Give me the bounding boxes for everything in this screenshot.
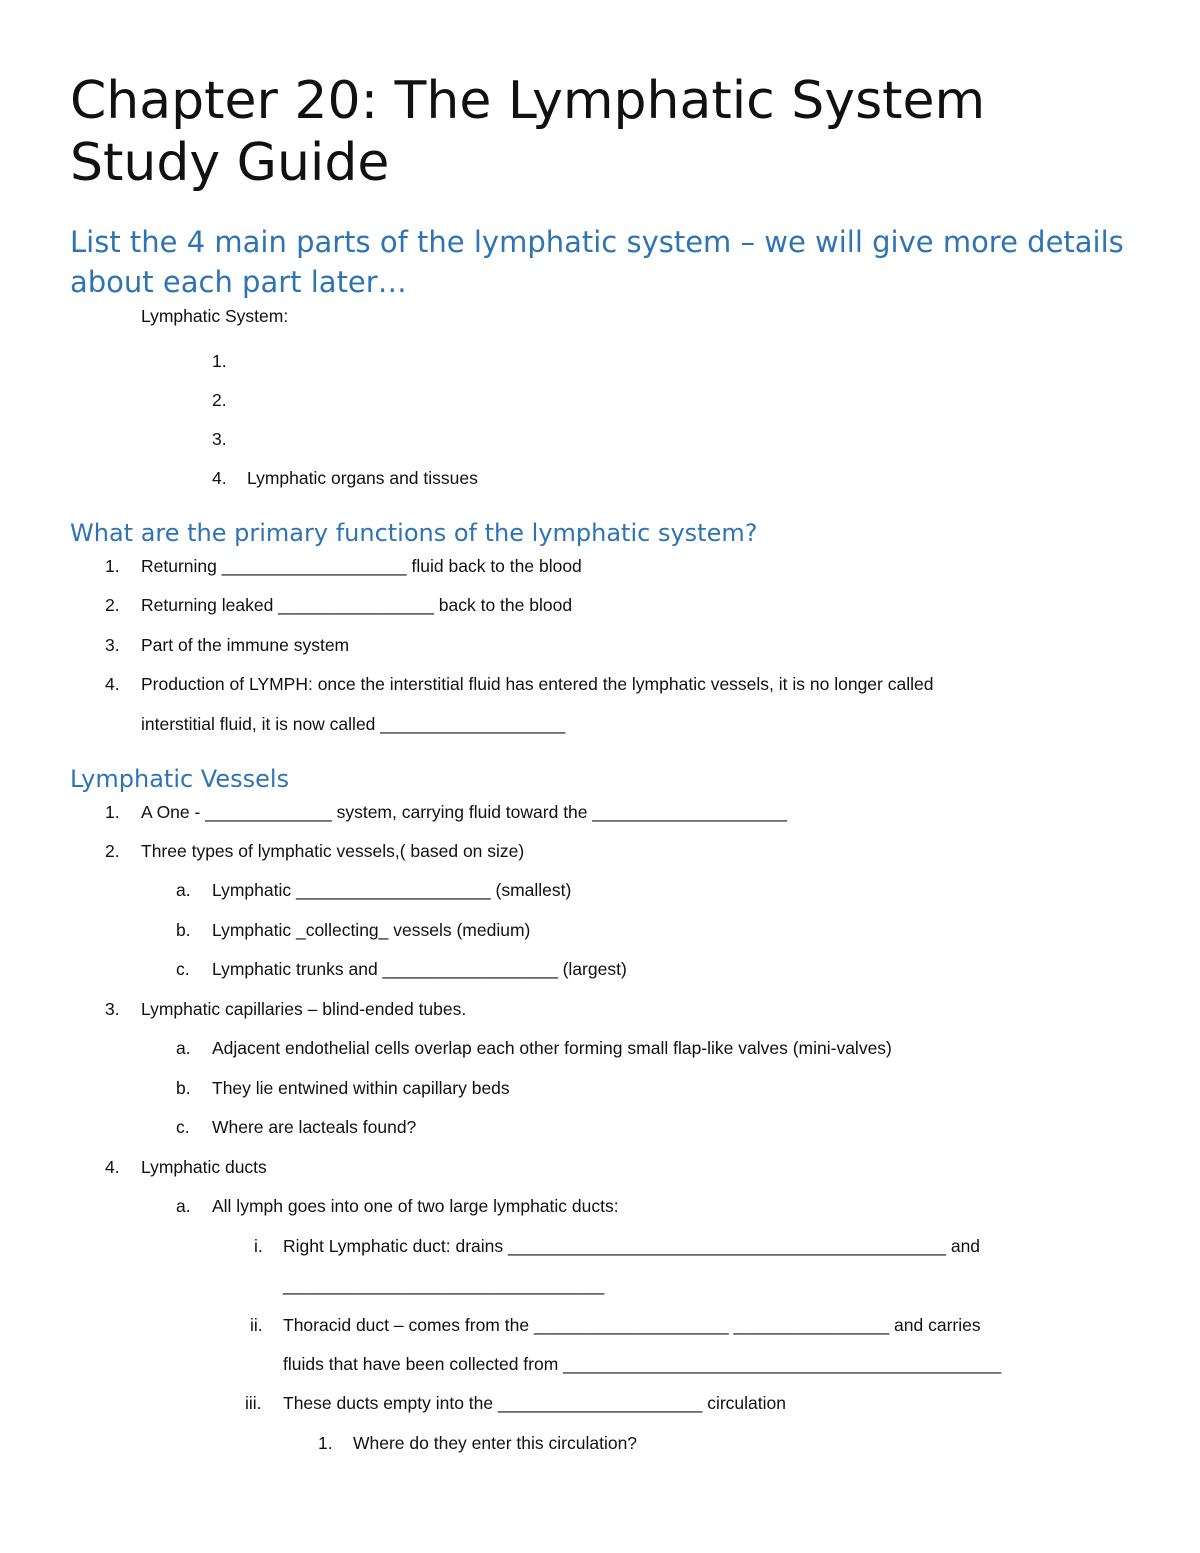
list-item-number: 4. <box>105 674 120 694</box>
list-item-text: Lymphatic capillaries – blind-ended tubes. <box>141 999 467 1019</box>
sub-item-letter: a. <box>176 880 191 900</box>
list-item-number: 2. <box>212 390 227 410</box>
sub-item-text: Adjacent endothelial cells overlap each other forming small flap-like valves (mini-valves) <box>212 1038 892 1058</box>
list-item-text: Lymphatic ducts <box>141 1157 267 1177</box>
sub-item-letter: a. <box>176 1038 191 1058</box>
sub-item-text: All lymph goes into one of two large lymphatic ducts: <box>212 1196 619 1216</box>
list-item-continuation: interstitial fluid, it is now called ___________________ <box>141 714 566 734</box>
list-item-number: 3. <box>105 999 120 1019</box>
sub-item-text: Where are lacteals found? <box>212 1117 417 1137</box>
lymphatic-system-label: Lymphatic System: <box>141 306 289 326</box>
list-item-number: 3. <box>212 429 227 449</box>
sub-item-letter: c. <box>176 959 190 979</box>
section-heading-functions: What are the primary functions of the lymphatic system? <box>70 519 758 547</box>
sub-item-text: Lymphatic trunks and __________________ (largest) <box>212 959 627 979</box>
roman-item-number: i. <box>254 1236 263 1256</box>
nested-item-text: Where do they enter this circulation? <box>353 1433 638 1453</box>
list-item-number: 4. <box>105 1157 120 1177</box>
sub-item-text: They lie entwined within capillary beds <box>212 1078 510 1098</box>
sub-item-letter: a. <box>176 1196 191 1216</box>
roman-item-text: Thoracid duct – comes from the ____________________ ________________ and carries <box>283 1315 981 1335</box>
list-item-number: 3. <box>105 635 120 655</box>
list-item-text: Part of the immune system <box>141 635 350 655</box>
page-title: Chapter 20: The Lymphatic System Study Guide <box>70 71 986 193</box>
list-item-number: 2. <box>105 595 120 615</box>
list-item-text: Lymphatic organs and tissues <box>247 468 478 488</box>
list-item-number: 2. <box>105 841 120 861</box>
roman-item-number: iii. <box>245 1393 262 1413</box>
nested-item-number: 1. <box>318 1433 333 1453</box>
list-item-number: 1. <box>105 556 120 576</box>
list-item-text: Returning ___________________ fluid back to the blood <box>141 556 582 576</box>
sub-item-text: Lymphatic ____________________ (smallest) <box>212 880 572 900</box>
list-item-text: Returning leaked ________________ back to the blood <box>141 595 573 615</box>
list-item-number: 1. <box>105 802 120 822</box>
list-item-number: 1. <box>212 351 227 371</box>
list-item-number: 4. <box>212 468 227 488</box>
sub-item-letter: b. <box>176 1078 191 1098</box>
roman-item-continuation: fluids that have been collected from _____________________________________________ <box>283 1354 1002 1374</box>
section-heading-main-parts: List the 4 main parts of the lymphatic system – we will give more details about each part later… <box>70 225 1124 299</box>
roman-item-continuation: _________________________________ <box>283 1275 605 1295</box>
list-item-text: Three types of lymphatic vessels,( based on size) <box>141 841 525 861</box>
section-heading-vessels: Lymphatic Vessels <box>70 765 290 793</box>
sub-item-text: Lymphatic _collecting_ vessels (medium) <box>212 920 531 940</box>
roman-item-number: ii. <box>250 1315 263 1335</box>
list-item-text: A One - _____________ system, carrying fluid toward the ____________________ <box>141 802 788 822</box>
sub-item-letter: c. <box>176 1117 190 1137</box>
roman-item-text: Right Lymphatic duct: drains _____________________________________________ and <box>283 1236 981 1256</box>
list-item-text: Production of LYMPH: once the interstitial fluid has entered the lymphatic vessels, it is no longer called <box>141 674 934 694</box>
roman-item-text: These ducts empty into the _____________________ circulation <box>283 1393 787 1413</box>
sub-item-letter: b. <box>176 920 191 940</box>
